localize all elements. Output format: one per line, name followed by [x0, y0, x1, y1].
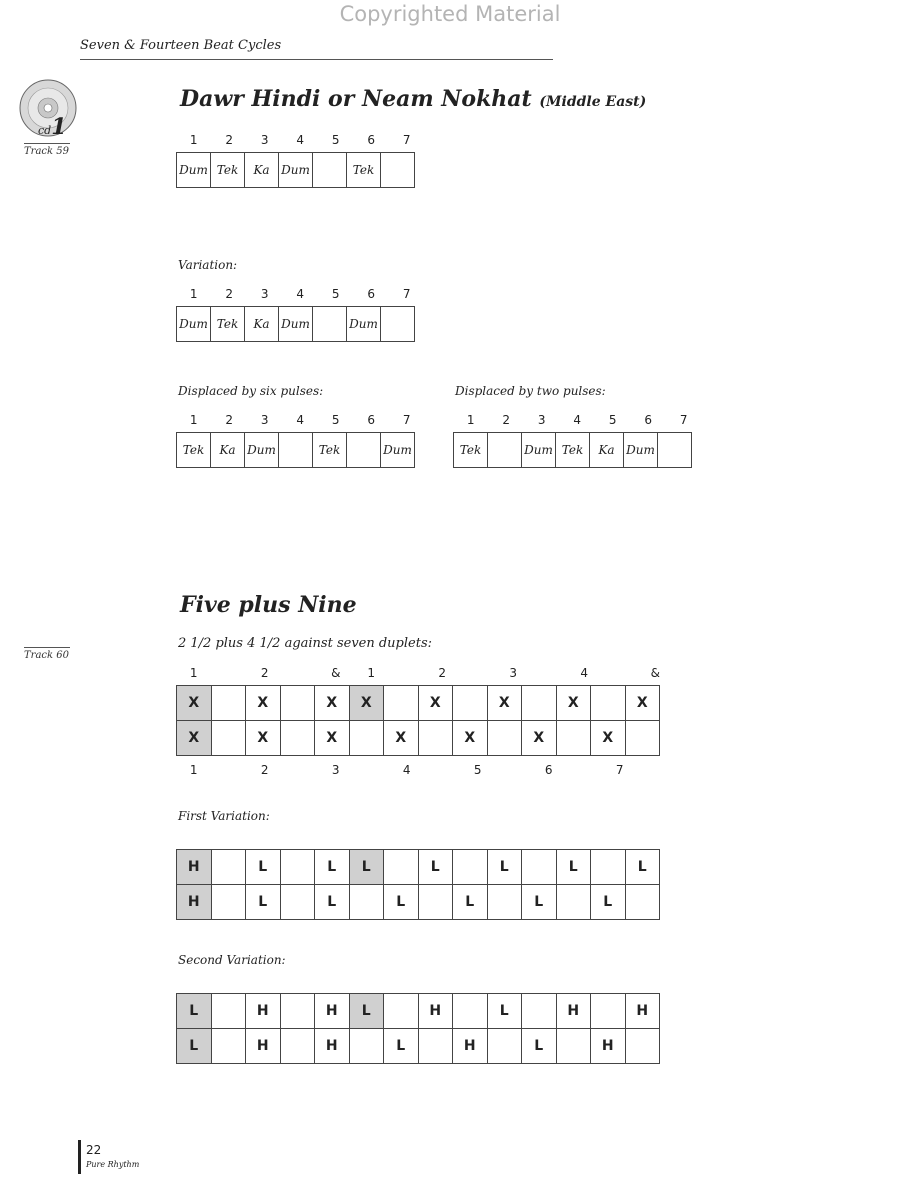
count-label: 2: [438, 666, 447, 680]
grid-cell: Dum: [347, 307, 381, 342]
grid-cell: [418, 1029, 453, 1064]
second-variation-grid: [176, 993, 660, 1064]
count-label: [283, 666, 319, 680]
grid-cell: X: [384, 721, 419, 756]
grid-cell: [211, 850, 246, 885]
grid-cell: [591, 994, 626, 1029]
grid-cell: Dum: [624, 433, 658, 468]
count-label: 3: [509, 666, 518, 680]
count-label: 1: [466, 413, 475, 427]
count-label: 3: [260, 287, 269, 301]
count-label: 6: [367, 287, 376, 301]
count-label: [531, 666, 567, 680]
grid-cell: L: [177, 1029, 212, 1064]
grid-cell: Dum: [279, 307, 313, 342]
grid-cell: L: [384, 885, 419, 920]
count-label: 3: [331, 763, 340, 777]
count-label: 1: [189, 666, 198, 680]
count-label: 4: [402, 763, 411, 777]
grid-cell: H: [177, 885, 212, 920]
grid-cell: [625, 1029, 660, 1064]
count-label: [496, 763, 532, 777]
grid-cell: X: [418, 686, 453, 721]
grid-cell: L: [315, 850, 350, 885]
grid-cell: [349, 1029, 384, 1064]
grid-cell: X: [177, 721, 212, 756]
count-label: 1: [189, 763, 198, 777]
grid-row: [177, 850, 660, 885]
count-label: [602, 666, 638, 680]
beat-numbers: [176, 413, 425, 427]
grid-cell: Tek: [177, 433, 211, 468]
count-label: 2: [225, 287, 234, 301]
grid-cell: [211, 686, 246, 721]
count-label: 2: [225, 413, 234, 427]
count-label: 6: [367, 413, 376, 427]
count-label: 3: [260, 413, 269, 427]
cd-number: [38, 114, 67, 140]
grid-cell: [591, 850, 626, 885]
grid-cell: Dum: [245, 433, 279, 468]
count-label: 1: [189, 133, 198, 147]
grid-cell: H: [177, 850, 212, 885]
count-label: 3: [260, 133, 269, 147]
section-title-five-plus-nine: Five plus Nine: [180, 592, 357, 618]
grid-cell: [349, 885, 384, 920]
grid-cell: [381, 307, 415, 342]
grid-cell: [556, 1029, 591, 1064]
track-59-label: Track 59: [24, 146, 69, 157]
grid-cell: [313, 307, 347, 342]
grid-cell: X: [625, 686, 660, 721]
count-label: 5: [331, 413, 340, 427]
grid-cell: L: [453, 885, 488, 920]
polyrhythm-grid: [176, 685, 660, 756]
grid-cell: Dum: [381, 433, 415, 468]
count-label: 2: [260, 763, 269, 777]
count-label: 4: [573, 413, 582, 427]
section-subtitle: (Middle East): [539, 94, 647, 110]
grid-cell: L: [418, 850, 453, 885]
count-label: &: [650, 666, 660, 680]
displaced-six-label: Displaced by six pulses:: [178, 384, 324, 398]
grid-row: [177, 721, 660, 756]
count-label: 6: [644, 413, 653, 427]
count-label: 2: [260, 666, 269, 680]
grid-cell: X: [315, 721, 350, 756]
grid-cell: Tek: [347, 153, 381, 188]
grid-cell: [384, 994, 419, 1029]
grid-row: [177, 1029, 660, 1064]
grid-cell: [279, 433, 313, 468]
book-title: Pure Rhythm: [86, 1160, 140, 1169]
grid-cell: [280, 850, 315, 885]
grid-cell: Tek: [211, 307, 245, 342]
grid-row: [177, 994, 660, 1029]
count-label: 3: [537, 413, 546, 427]
beat-numbers: [453, 413, 702, 427]
section-title-dawr-hindi: Dawr Hindi or Neam Nokhat (Middle East): [180, 86, 647, 112]
grid-cell: L: [487, 850, 522, 885]
count-numbers-bottom: [176, 763, 673, 777]
grid-cell: [280, 885, 315, 920]
footer-bar: [78, 1140, 81, 1174]
grid-cell: [625, 721, 660, 756]
count-label: 2: [502, 413, 511, 427]
grid-cell: [418, 885, 453, 920]
grid-cell: [313, 153, 347, 188]
grid-cell: Dum: [177, 153, 211, 188]
grid-cell: [453, 686, 488, 721]
grid-cell: Tek: [211, 153, 245, 188]
grid-row: [177, 433, 415, 468]
grid-cell: L: [384, 1029, 419, 1064]
grid-cell: X: [315, 686, 350, 721]
cd-digit: 1: [51, 114, 67, 140]
count-label: 1: [189, 287, 198, 301]
grid-cell: H: [315, 1029, 350, 1064]
grid-cell: H: [315, 994, 350, 1029]
grid-cell: H: [625, 994, 660, 1029]
variation-label: Variation:: [178, 258, 238, 272]
count-label: 6: [367, 133, 376, 147]
rhythm-grid-main: [176, 152, 415, 188]
grid-cell: L: [625, 850, 660, 885]
count-label: [212, 763, 248, 777]
grid-cell: [488, 433, 522, 468]
count-label: 7: [402, 133, 411, 147]
grid-cell: H: [418, 994, 453, 1029]
count-label: 4: [296, 287, 305, 301]
grid-cell: [487, 721, 522, 756]
grid-cell: X: [246, 686, 281, 721]
second-variation-label: Second Variation:: [178, 953, 286, 967]
grid-cell: L: [522, 1029, 557, 1064]
grid-cell: L: [591, 885, 626, 920]
grid-cell: L: [246, 885, 281, 920]
rhythm-grid-variation: [176, 306, 415, 342]
grid-cell: [349, 721, 384, 756]
count-label: [389, 666, 425, 680]
grid-cell: [280, 994, 315, 1029]
grid-row: [177, 885, 660, 920]
grid-cell: [487, 885, 522, 920]
track-rule: [24, 647, 70, 648]
count-label: 6: [544, 763, 553, 777]
count-label: [460, 666, 496, 680]
grid-cell: L: [349, 850, 384, 885]
grid-cell: [381, 153, 415, 188]
grid-cell: [211, 721, 246, 756]
grid-cell: L: [522, 885, 557, 920]
grid-row: [177, 153, 415, 188]
grid-cell: Ka: [590, 433, 624, 468]
grid-cell: L: [349, 994, 384, 1029]
count-numbers-top: [176, 666, 673, 680]
grid-cell: Dum: [522, 433, 556, 468]
grid-cell: [556, 885, 591, 920]
copyright-watermark: Copyrighted Material: [339, 2, 561, 26]
grid-cell: [453, 850, 488, 885]
grid-cell: [418, 721, 453, 756]
page-number: 22: [86, 1143, 102, 1157]
grid-cell: [211, 1029, 246, 1064]
grid-cell: [522, 994, 557, 1029]
count-label: 1: [189, 413, 198, 427]
track-rule: [24, 143, 70, 144]
cd-prefix: cd: [38, 124, 52, 137]
header-rule: [80, 59, 553, 60]
grid-cell: X: [453, 721, 488, 756]
grid-cell: L: [315, 885, 350, 920]
grid-cell: L: [246, 850, 281, 885]
grid-cell: L: [556, 850, 591, 885]
count-label: &: [331, 666, 341, 680]
count-label: [638, 763, 674, 777]
count-label: 5: [608, 413, 617, 427]
grid-cell: H: [453, 1029, 488, 1064]
grid-row: [177, 686, 660, 721]
grid-cell: L: [487, 994, 522, 1029]
count-label: 4: [296, 413, 305, 427]
count-label: 5: [473, 763, 482, 777]
grid-cell: [453, 994, 488, 1029]
grid-cell: Tek: [454, 433, 488, 468]
section-subtitle-polyrhythm: 2 1/2 plus 4 1/2 against seven duplets:: [178, 636, 433, 651]
count-label: 5: [331, 287, 340, 301]
grid-cell: Ka: [245, 307, 279, 342]
beat-numbers: [176, 287, 425, 301]
count-label: 7: [402, 287, 411, 301]
count-label: 5: [331, 133, 340, 147]
count-label: [354, 763, 390, 777]
rhythm-grid-displaced-two: [453, 432, 692, 468]
track-60-label: Track 60: [24, 650, 69, 661]
grid-cell: Tek: [313, 433, 347, 468]
count-label: 4: [296, 133, 305, 147]
grid-cell: Tek: [556, 433, 590, 468]
grid-cell: [625, 885, 660, 920]
grid-cell: [384, 686, 419, 721]
grid-cell: [280, 1029, 315, 1064]
grid-cell: H: [246, 1029, 281, 1064]
count-label: 7: [679, 413, 688, 427]
grid-cell: X: [556, 686, 591, 721]
count-label: [212, 666, 248, 680]
grid-cell: Ka: [245, 153, 279, 188]
displaced-two-label: Displaced by two pulses:: [455, 384, 606, 398]
grid-cell: X: [349, 686, 384, 721]
grid-cell: [384, 850, 419, 885]
grid-cell: [487, 1029, 522, 1064]
grid-cell: [280, 721, 315, 756]
grid-cell: [347, 433, 381, 468]
grid-cell: H: [246, 994, 281, 1029]
count-label: 7: [402, 413, 411, 427]
grid-cell: H: [591, 1029, 626, 1064]
grid-cell: Ka: [211, 433, 245, 468]
count-label: 1: [367, 666, 376, 680]
grid-cell: [280, 686, 315, 721]
count-label: [283, 763, 319, 777]
grid-cell: X: [522, 721, 557, 756]
grid-cell: H: [556, 994, 591, 1029]
grid-cell: X: [177, 686, 212, 721]
grid-cell: L: [177, 994, 212, 1029]
count-label: [425, 763, 461, 777]
grid-row: [177, 307, 415, 342]
grid-row: [454, 433, 692, 468]
grid-cell: Dum: [279, 153, 313, 188]
count-label: 7: [615, 763, 624, 777]
grid-cell: [522, 686, 557, 721]
rhythm-grid-displaced-six: [176, 432, 415, 468]
first-variation-label: First Variation:: [178, 809, 270, 823]
count-label: 2: [225, 133, 234, 147]
beat-numbers: [176, 133, 425, 147]
grid-cell: [658, 433, 692, 468]
grid-cell: X: [591, 721, 626, 756]
grid-cell: [211, 994, 246, 1029]
count-label: [567, 763, 603, 777]
grid-cell: [211, 885, 246, 920]
grid-cell: X: [487, 686, 522, 721]
grid-cell: X: [246, 721, 281, 756]
running-header: Seven & Fourteen Beat Cycles: [80, 38, 282, 53]
grid-cell: [556, 721, 591, 756]
grid-cell: [591, 686, 626, 721]
count-label: 4: [580, 666, 589, 680]
grid-cell: Dum: [177, 307, 211, 342]
grid-cell: [522, 850, 557, 885]
first-variation-grid: [176, 849, 660, 920]
